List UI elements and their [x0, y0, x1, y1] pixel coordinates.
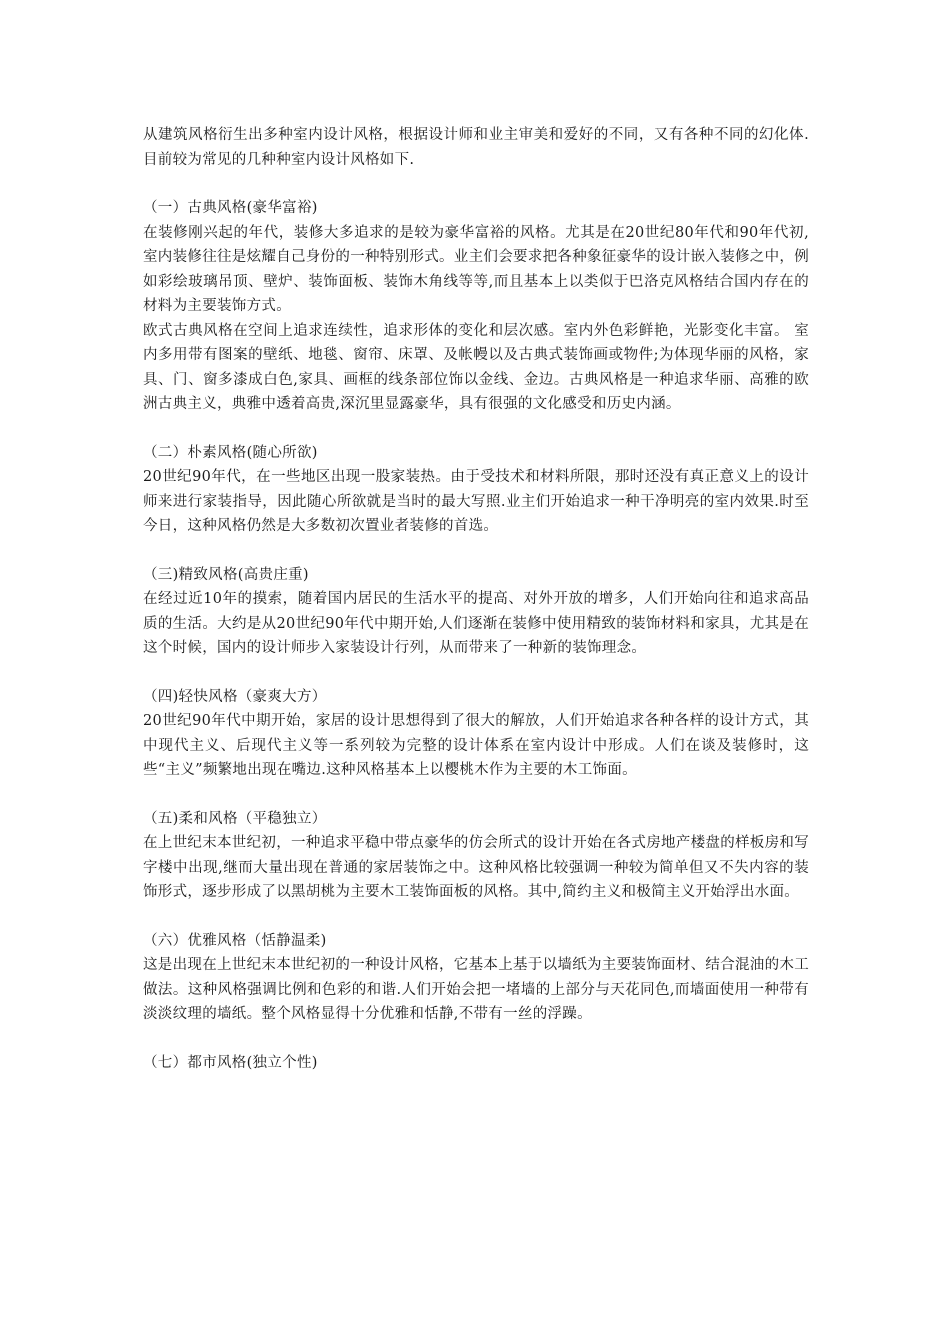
section-elegant — [143, 929, 809, 1027]
section-refined — [143, 563, 809, 661]
document-page — [143, 123, 809, 1099]
section-paragraph: 在经过近10年的摸索，随着国内居民的生活水平的提高、对外开放的增多，人们开始向往和追求高品质的生活。大约是从20世纪90年代中期开始,人们逐渐在装修中使用精致的装饰材料和家具，尤其是在这个时候，国内的设计师步入家装设计行列，从而带来了一种新的装饰理念。 — [143, 591, 809, 656]
section-paragraph: 20世纪90年代中期开始，家居的设计思想得到了很大的解放，人们开始追求各种各样的设计方式，其中现代主义、后现代主义等一系列较为完整的设计体系在室内设计中形成。人们在谈及装修时，这些“主义”频繁地出现在嘴边.这种风格基本上以樱桃木作为主要的木工饰面。 — [143, 713, 809, 778]
section-paragraph: 在上世纪末本世纪初，一种追求平稳中带点豪华的仿会所式的设计开始在各式房地产楼盘的样板房和写字楼中出现,继而大量出现在普通的家居装饰之中。这种风格比较强调一种较为简单但又不失内容的装饰形式，逐步形成了以黑胡桃为主要木工装饰面板的风格。其中,简约主义和极简主义开始浮出水面。 — [143, 835, 809, 900]
section-paragraph: 欧式古典风格在空间上追求连续性，追求形体的变化和层次感。室内外色彩鲜艳，光影变化丰富。 室内多用带有图案的壁纸、地毯、窗帘、床罩、及帐幔以及古典式装饰画或物件;为体现华丽的风格，家具、门、窗多漆成白色,家具、画框的线条部位饰以金线、金边。古典风格是一种追求华丽、高雅的欧洲古典主义，典雅中透着高贵,深沉里显露豪华，具有很强的文化感受和历史内涵。 — [143, 322, 809, 412]
section-paragraph: 这是出现在上世纪末本世纪初的一种设计风格，它基本上基于以墙纸为主要装饰面材、结合混油的木工做法。这种风格强调比例和色彩的和谐.人们开始会把一堵墙的上部分与天花同色,而墙面使用一种带有淡淡纹理的墙纸。整个风格显得十分优雅和恬静,不带有一丝的浮躁。 — [143, 957, 809, 1022]
section-heading: （二）朴素风格(随心所欲) — [143, 444, 318, 461]
section-paragraph: 在装修刚兴起的年代，装修大多追求的是较为豪华富裕的风格。尤其是在20世纪80年代和90年代初,室内装修往往是炫耀自己身份的一种特别形式。业主们会要求把各种象征豪华的设计嵌入装修之中，例如彩绘玻璃吊顶、壁炉、装饰面板、装饰木角线等等,而且基本上以类似于巴洛克风格结合国内存在的材料为主要装饰方式。 — [143, 224, 809, 314]
section-soft — [143, 807, 809, 905]
section-heading: （六）优雅风格（恬静温柔) — [143, 932, 327, 949]
section-heading: （一）古典风格(豪华富裕) — [143, 200, 318, 216]
section-heading: （七）都市风格(独立个性) — [143, 1054, 318, 1071]
section-classical — [143, 196, 809, 417]
section-paragraph: 20世纪90年代，在一些地区出现一股家装热。由于受技术和材料所限，那时还没有真正意义上的设计师来进行家装指导，因此随心所欲就是当时的最大写照.业主们开始追求一种干净明亮的室内效果.时至今日，这种风格仍然是大多数初次置业者装修的首选。 — [143, 469, 809, 534]
section-simple — [143, 441, 809, 539]
section-heading: （三)精致风格(高贵庄重) — [143, 566, 309, 583]
section-heading: （四)轻快风格（豪爽大方） — [143, 688, 327, 705]
section-urban — [143, 1051, 809, 1076]
section-heading: （五)柔和风格（平稳独立） — [143, 810, 327, 827]
section-light — [143, 685, 809, 783]
intro-paragraph: 从建筑风格衍生出多种室内设计风格，根据设计师和业主审美和爱好的不同，又有各种不同的幻化体.目前较为常见的几种种室内设计风格如下. — [143, 127, 809, 168]
